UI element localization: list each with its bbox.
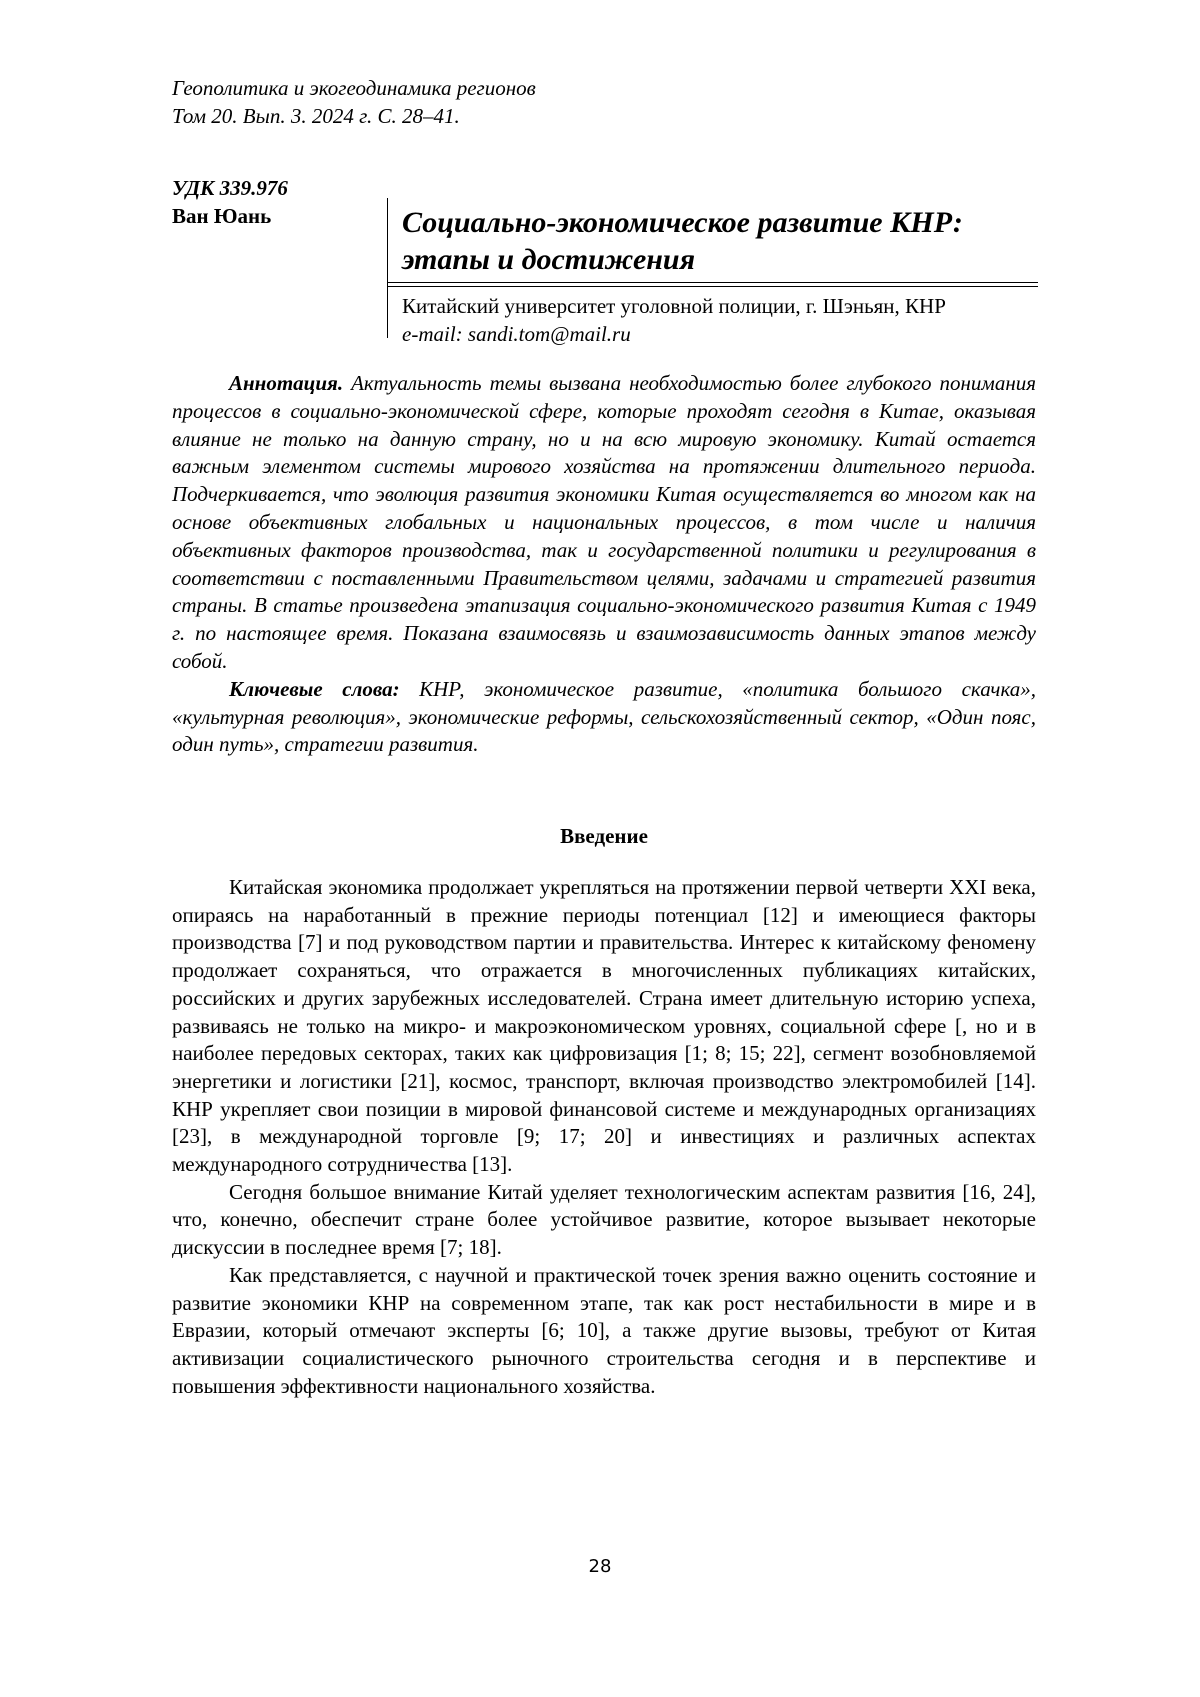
udk-code: УДК 339.976 <box>172 176 288 200</box>
title-rule-bottom <box>388 286 1038 287</box>
journal-issue: Том 20. Вып. 3. 2024 г. С. 28–41. <box>172 104 460 128</box>
title-block <box>387 198 1038 346</box>
body-paragraph: Сегодня большое внимание Китай уделяет технологическим аспектам развития [16, 24], что, конечно, обеспечит стране более устойчивое развитие, которое вызывает некоторые дискуссии в последнее время [7; 18]. <box>172 1179 1036 1260</box>
body-text <box>172 874 1036 1400</box>
abstract-block <box>172 370 1036 759</box>
keywords-label: Ключевые слова: <box>229 676 400 701</box>
abstract-paragraph <box>172 370 1036 676</box>
abstract-label: Аннотация. <box>229 371 344 395</box>
journal-header <box>172 74 536 130</box>
keywords-text: КНР, экономическое развитие, «политика большого скачка», «культурная революция», экономические реформы, сельскохозяйственный сектор, «Один пояс, один путь», стратегии развития. <box>172 676 1036 757</box>
body-paragraph: Китайская экономика продолжает укрепляться на протяжении первой четверти XXI века, опираясь на наработанный в прежние периоды потенциал [12] и имеющиеся факторы производства [7] и под руководством партии и правительства. Интерес к китайскому феномену продолжает сохраняться, что отражается в многочисленных публикациях китайских, российских и других зарубежных исследователей. Страна имеет длительную историю успеха, развиваясь не только на микро- и макроэкономическом уровнях, социальной сфере [, но и в наиболее передовых секторах, таких как цифровизация [1; 8; 15; 22], сегмент возобновляемой энергетики и логистики [21], космос, транспорт, включая производство электромобилей [14]. КНР укрепляет свои позиции в мировой финансовой системе и международных организациях [23], в международной торговле [9; 17; 20] и инвестициях и различных аспектах международного сотрудничества [13]. <box>172 875 1036 1177</box>
abstract-text: Актуальность темы вызвана необходимостью более глубокого понимания процессов в социально-экономической сфере, которые проходят сегодня в Китае, оказывая влияние не только на данную страну, но и на всю мировую экономику. Китай остается важным элементом системы мирового хозяйства на протяжении длительного периода. Подчеркивается, что эволюция развития экономики Китая осуществляется во многом как на основе объективных глобальных и национальных процессов, в том числе и наличия объективных факторов производства, так и государственной политики и регулирования в соответствии с поставленными Правительством целями, задачами и стратегией развития страны. В статье произведена этапизация социально-экономического развития Китая с 1949 г. по настоящее время. Показана взаимосвязь и взаимозависимость данных этапов между собой. <box>172 371 1036 673</box>
page-number: 28 <box>588 1556 612 1577</box>
author-name: Ван Юань <box>172 204 272 228</box>
journal-name: Геополитика и экогеодинамика регионов <box>172 76 536 100</box>
author-email: e-mail: sandi.tom@mail.ru <box>402 322 631 346</box>
article-title: Социально-экономическое развитие КНР: этапы и достижения <box>402 206 963 276</box>
keywords-paragraph <box>172 676 1036 759</box>
title-rule-top <box>388 282 1038 283</box>
body-paragraph: Как представляется, с научной и практической точек зрения важно оценить состояние и развитие экономики КНР на современном этапе, так как рост нестабильности в мире и в Евразии, который отмечают эксперты [6; 10], а также другие вызовы, требуют от Китая активизации социалистического рыночного строительства сегодня и в перспективе и повышения эффективности национального хозяйства. <box>172 1262 1036 1398</box>
author-affiliation: Китайский университет уголовной полиции, г. Шэньян, КНР <box>402 294 946 318</box>
section-heading: Введение <box>560 824 648 848</box>
